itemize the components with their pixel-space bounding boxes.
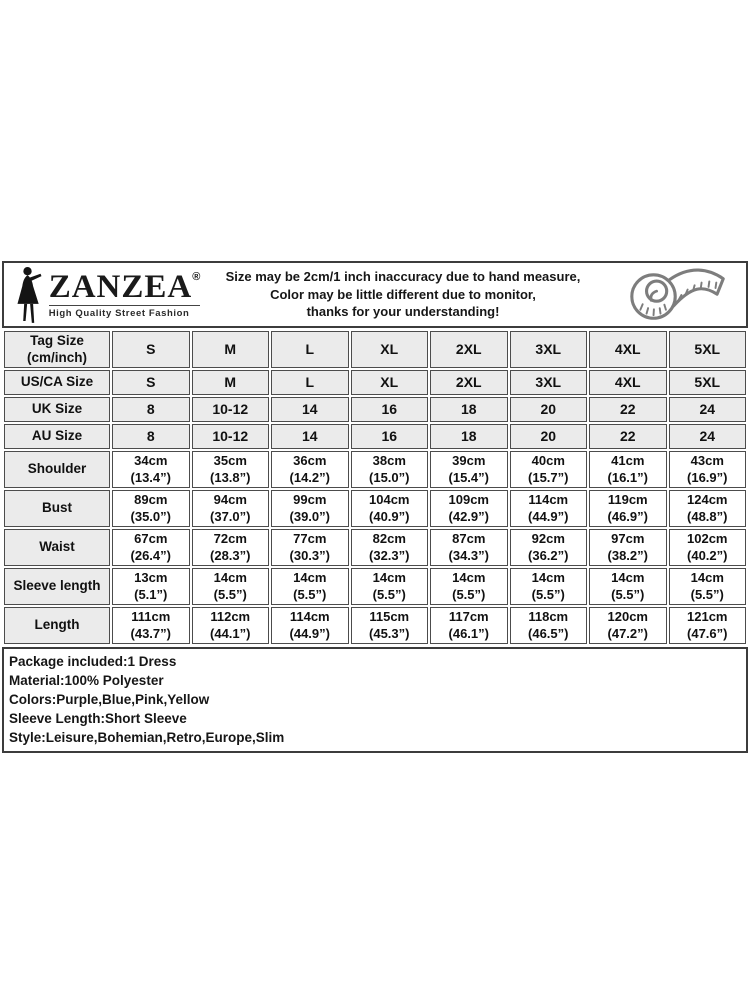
size-cell: 114cm (44.9”) (510, 490, 588, 527)
size-cell: 22 (589, 397, 667, 422)
size-cell: 87cm (34.3”) (430, 529, 508, 566)
size-table-row (4, 568, 746, 605)
size-chart-sheet (2, 261, 748, 753)
size-table-row (4, 331, 746, 368)
size-cell: 34cm (13.4”) (112, 451, 190, 488)
registered-mark-icon: ® (192, 270, 201, 283)
size-cell: 43cm (16.9”) (669, 451, 747, 488)
size-cell: XL (351, 370, 429, 395)
size-table-row (4, 424, 746, 449)
size-cell: 14cm (5.5”) (430, 568, 508, 605)
size-cell: 102cm (40.2”) (669, 529, 747, 566)
size-cell: 119cm (46.9”) (589, 490, 667, 527)
size-cell: 8 (112, 397, 190, 422)
size-cell: 5XL (669, 331, 747, 368)
size-cell: 14cm (5.5”) (510, 568, 588, 605)
size-cell: 16 (351, 424, 429, 449)
size-cell: 118cm (46.5”) (510, 607, 588, 644)
fashion-figure-icon (12, 266, 46, 324)
size-cell: 4XL (589, 370, 667, 395)
size-table-row (4, 397, 746, 422)
size-cell: 36cm (14.2”) (271, 451, 349, 488)
size-table-row (4, 490, 746, 527)
size-table-row (4, 529, 746, 566)
size-cell: M (192, 370, 270, 395)
row-label: Tag Size (cm/inch) (4, 331, 110, 368)
size-table-row (4, 451, 746, 488)
size-cell: 114cm (44.9”) (271, 607, 349, 644)
size-cell: 14cm (5.5”) (351, 568, 429, 605)
row-label: Shoulder (4, 451, 110, 488)
size-cell: 104cm (40.9”) (351, 490, 429, 527)
row-label: Sleeve length (4, 568, 110, 605)
size-cell: S (112, 331, 190, 368)
row-label: US/CA Size (4, 370, 110, 395)
size-cell: 14cm (5.5”) (589, 568, 667, 605)
size-cell: 10-12 (192, 424, 270, 449)
size-cell: 124cm (48.8”) (669, 490, 747, 527)
size-table-row (4, 607, 746, 644)
size-cell: 24 (669, 424, 747, 449)
disclaimer-line: Size may be 2cm/1 inch inaccuracy due to hand measure, (225, 269, 581, 285)
size-cell: 39cm (15.4”) (430, 451, 508, 488)
size-cell: XL (351, 331, 429, 368)
measuring-tape-icon (615, 264, 737, 326)
size-cell: 120cm (47.2”) (589, 607, 667, 644)
size-cell: 5XL (669, 370, 747, 395)
detail-line: Colors:Purple,Blue,Pink,Yellow (9, 692, 210, 707)
size-cell: 67cm (26.4”) (112, 529, 190, 566)
size-cell: M (192, 331, 270, 368)
size-cell: 18 (430, 397, 508, 422)
brand-logo (4, 266, 200, 324)
size-cell: 14 (271, 424, 349, 449)
size-cell: 97cm (38.2”) (589, 529, 667, 566)
size-cell: 2XL (430, 331, 508, 368)
size-cell: 14cm (5.5”) (192, 568, 270, 605)
size-cell: 111cm (43.7”) (112, 607, 190, 644)
disclaimer-line: thanks for your understanding! (306, 304, 500, 320)
size-cell: 22 (589, 424, 667, 449)
size-cell: 94cm (37.0”) (192, 490, 270, 527)
product-details (2, 647, 748, 753)
size-cell: 18 (430, 424, 508, 449)
size-cell: 35cm (13.8”) (192, 451, 270, 488)
size-cell: 89cm (35.0”) (112, 490, 190, 527)
size-cell: L (271, 331, 349, 368)
size-cell: 2XL (430, 370, 508, 395)
size-cell: 82cm (32.3”) (351, 529, 429, 566)
brand-tagline: High Quality Street Fashion (49, 305, 201, 319)
size-table-body (4, 331, 746, 644)
size-cell: 109cm (42.9”) (430, 490, 508, 527)
size-cell: 8 (112, 424, 190, 449)
size-table-row (4, 370, 746, 395)
size-cell: 40cm (15.7”) (510, 451, 588, 488)
size-cell: S (112, 370, 190, 395)
size-cell: 14cm (5.5”) (669, 568, 747, 605)
row-label: Length (4, 607, 110, 644)
size-cell: 115cm (45.3”) (351, 607, 429, 644)
detail-line: Style:Leisure,Bohemian,Retro,Europe,Slim (9, 730, 285, 745)
size-cell: 16 (351, 397, 429, 422)
size-cell: 117cm (46.1”) (430, 607, 508, 644)
size-cell: 4XL (589, 331, 667, 368)
brand-name: ZANZEA (48, 268, 193, 305)
size-cell: 3XL (510, 331, 588, 368)
size-cell: 3XL (510, 370, 588, 395)
detail-line: Sleeve Length:Short Sleeve (9, 711, 187, 726)
size-cell: 14 (271, 397, 349, 422)
size-cell: 92cm (36.2”) (510, 529, 588, 566)
size-cell: 77cm (30.3”) (271, 529, 349, 566)
detail-line: Material:100% Polyester (9, 673, 164, 688)
size-cell: 121cm (47.6”) (669, 607, 747, 644)
tape-box (606, 264, 746, 326)
row-label: AU Size (4, 424, 110, 449)
size-table (2, 329, 748, 646)
brand-block (48, 268, 201, 319)
size-cell: 38cm (15.0”) (351, 451, 429, 488)
size-cell: 99cm (39.0”) (271, 490, 349, 527)
size-cell: 20 (510, 397, 588, 422)
row-label: Bust (4, 490, 110, 527)
size-cell: 20 (510, 424, 588, 449)
row-label: Waist (4, 529, 110, 566)
size-cell: 14cm (5.5”) (271, 568, 349, 605)
header-box (2, 261, 748, 328)
size-disclaimer (200, 268, 606, 321)
size-cell: 13cm (5.1”) (112, 568, 190, 605)
size-cell: 72cm (28.3”) (192, 529, 270, 566)
row-label: UK Size (4, 397, 110, 422)
size-cell: 112cm (44.1”) (192, 607, 270, 644)
size-cell: 10-12 (192, 397, 270, 422)
detail-line: Package included:1 Dress (9, 654, 177, 669)
size-cell: L (271, 370, 349, 395)
size-cell: 41cm (16.1”) (589, 451, 667, 488)
disclaimer-line: Color may be little different due to monitor, (270, 286, 536, 302)
size-cell: 24 (669, 397, 747, 422)
